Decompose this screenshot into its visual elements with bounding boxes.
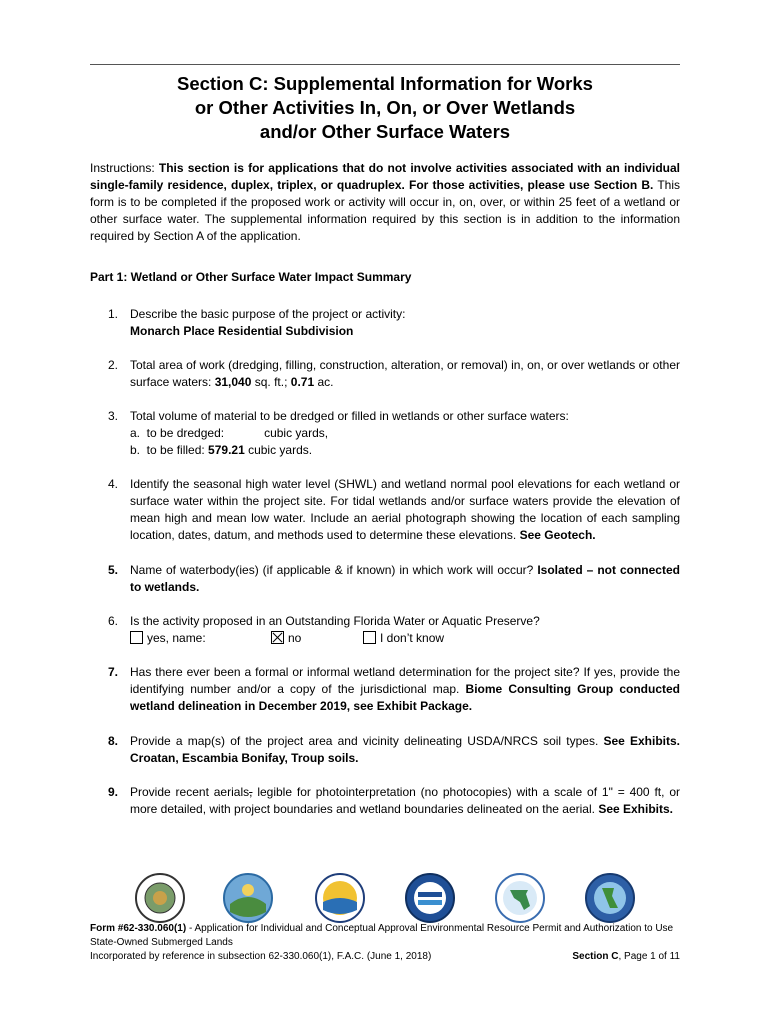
- instructions-rest: This form is to be completed if the proposed work or activity will occur in, on, over, or within 25 feet of a wetland or other surface water. The supplemental information required by this section is in addition to the information required by Section A of the application.: [90, 178, 681, 243]
- q4-answer: See Geotech.: [519, 528, 596, 542]
- option-yes[interactable]: [130, 630, 206, 647]
- q7-answer: Biome Consulting Group conducted wetland delineation in December 2019, see Exhibit Package.: [130, 682, 680, 713]
- question-5: [108, 562, 680, 596]
- page-title: [90, 72, 680, 144]
- q3-b-unit: cubic yards.: [244, 443, 313, 457]
- q9-text-pre: Provide recent aerials: [130, 785, 250, 799]
- footer-incorporated: Incorporated by reference in subsection 62-330.060(1), F.A.C. (June 1, 2018): [90, 951, 432, 962]
- question-8: [108, 733, 680, 767]
- title-line-3: and/or Other Surface Waters: [259, 121, 511, 142]
- water-district-logo-2: [314, 872, 366, 924]
- q1-answer: Monarch Place Residential Subdivision: [130, 324, 354, 338]
- question-4: [108, 476, 680, 544]
- water-district-logo-3: [404, 872, 456, 924]
- footer-section: Section C: [572, 951, 619, 962]
- q2-ac: 0.71: [290, 375, 315, 389]
- q9-strike: ,: [249, 785, 253, 799]
- question-9: [108, 784, 680, 818]
- instructions-label: Instructions:: [90, 161, 159, 175]
- q8-answer: See Exhibits. Croatan, Escambia Bonifay, Troup soils.: [130, 734, 680, 765]
- water-district-logo-4: [494, 872, 546, 924]
- option-no-label: no: [288, 631, 302, 645]
- q1-number: 1.: [108, 307, 119, 321]
- footer-description: - Application for Individual and Conceptual Approval Environmental Resource Permit and Authorization to Use State-Owned Submerged Lands: [90, 923, 674, 948]
- q1-text: Describe the basic purpose of the project or activity:: [130, 307, 406, 321]
- q5-answer: Isolated – not connected to wetlands.: [130, 563, 680, 594]
- option-dont-know-label: I don’t know: [380, 631, 445, 645]
- q7-text: Has there ever been a formal or informal wetland determination for the project site? If yes, provide the identifying number and/or a copy of the jurisdictional map.: [130, 665, 680, 696]
- q7-number: 7.: [108, 665, 119, 679]
- q3-a: a. to be dredged: cubic yards,: [130, 426, 329, 440]
- q3-b-label: b. to be filled:: [130, 443, 209, 457]
- q3-number: 3.: [108, 409, 119, 423]
- q2-text: Total area of work (dredging, filling, construction, alteration, or removal) in, on, or over wetlands or other surface waters:: [130, 358, 680, 389]
- q9-answer: See Exhibits.: [598, 802, 674, 816]
- title-line-2: or Other Activities In, On, or Over Wetlands: [194, 97, 576, 118]
- footer: [90, 922, 680, 964]
- q5-text: Name of waterbody(ies) (if applicable & if known) in which work will occur?: [130, 563, 538, 577]
- question-2: [108, 357, 680, 391]
- q4-number: 4.: [108, 477, 119, 491]
- florida-seal-logo: [134, 872, 186, 924]
- q3-b-value: 579.21: [208, 443, 245, 457]
- agency-logos: [130, 872, 650, 928]
- water-district-logo-1: [222, 872, 274, 924]
- option-dont-know[interactable]: [363, 630, 444, 647]
- q6-number: 6.: [108, 614, 119, 628]
- q8-number: 8.: [108, 734, 119, 748]
- q2-sqft-unit: sq. ft.;: [251, 375, 291, 389]
- no-checkbox-checked[interactable]: [271, 631, 284, 644]
- q3-text: Total volume of material to be dredged or filled in wetlands or other surface waters:: [130, 409, 569, 423]
- footer-page: , Page 1 of 11: [618, 951, 680, 962]
- title-line-1: Section C: Supplemental Information for Works: [177, 73, 593, 94]
- q9-text-post: legible for photointerpretation (no photocopies) with a scale of 1" = 400 ft, or more detailed, with project boundaries and wetland boundaries delineated on the aerial.: [130, 785, 680, 816]
- question-6: [108, 613, 680, 647]
- option-yes-label: yes, name:: [147, 631, 206, 645]
- yes-checkbox[interactable]: [130, 631, 143, 644]
- q8-text: Provide a map(s) of the project area and vicinity delineating USDA/NRCS soil types.: [130, 734, 604, 748]
- footer-page-info: [572, 950, 680, 964]
- q2-number: 2.: [108, 358, 119, 372]
- question-1: [108, 306, 680, 340]
- q6-text: Is the activity proposed in an Outstanding Florida Water or Aquatic Preserve?: [130, 614, 540, 628]
- q4-text: Identify the seasonal high water level (SHWL) and wetland normal pool elevations for each wetland or surface water within the project site. For tidal wetlands and/or surface waters provide the elevation of mean high and mean low water. Include an aerial photograph showing the location of each sampling location, dates, datum, and methods used to determine these elevations.: [130, 477, 680, 542]
- option-no[interactable]: [271, 630, 301, 647]
- question-7: [108, 664, 680, 715]
- instructions: [90, 160, 680, 245]
- instructions-bold: This section is for applications that do not involve activities associated with an individual single-family residence, duplex, triplex, or quadruplex. For those activities, please use Section B.: [90, 161, 680, 192]
- footer-form-number: Form #62-330.060(1): [90, 923, 187, 934]
- question-3: [108, 408, 680, 459]
- dont-know-checkbox[interactable]: [363, 631, 376, 644]
- water-district-logo-5: [584, 872, 636, 924]
- top-rule: [90, 64, 680, 65]
- q2-ac-unit: ac.: [314, 375, 334, 389]
- q2-sqft: 31,040: [214, 375, 252, 389]
- q5-number: 5.: [108, 563, 119, 577]
- q9-number: 9.: [108, 785, 119, 799]
- part1-title: Part 1: Wetland or Other Surface Water Impact Summary: [90, 270, 412, 284]
